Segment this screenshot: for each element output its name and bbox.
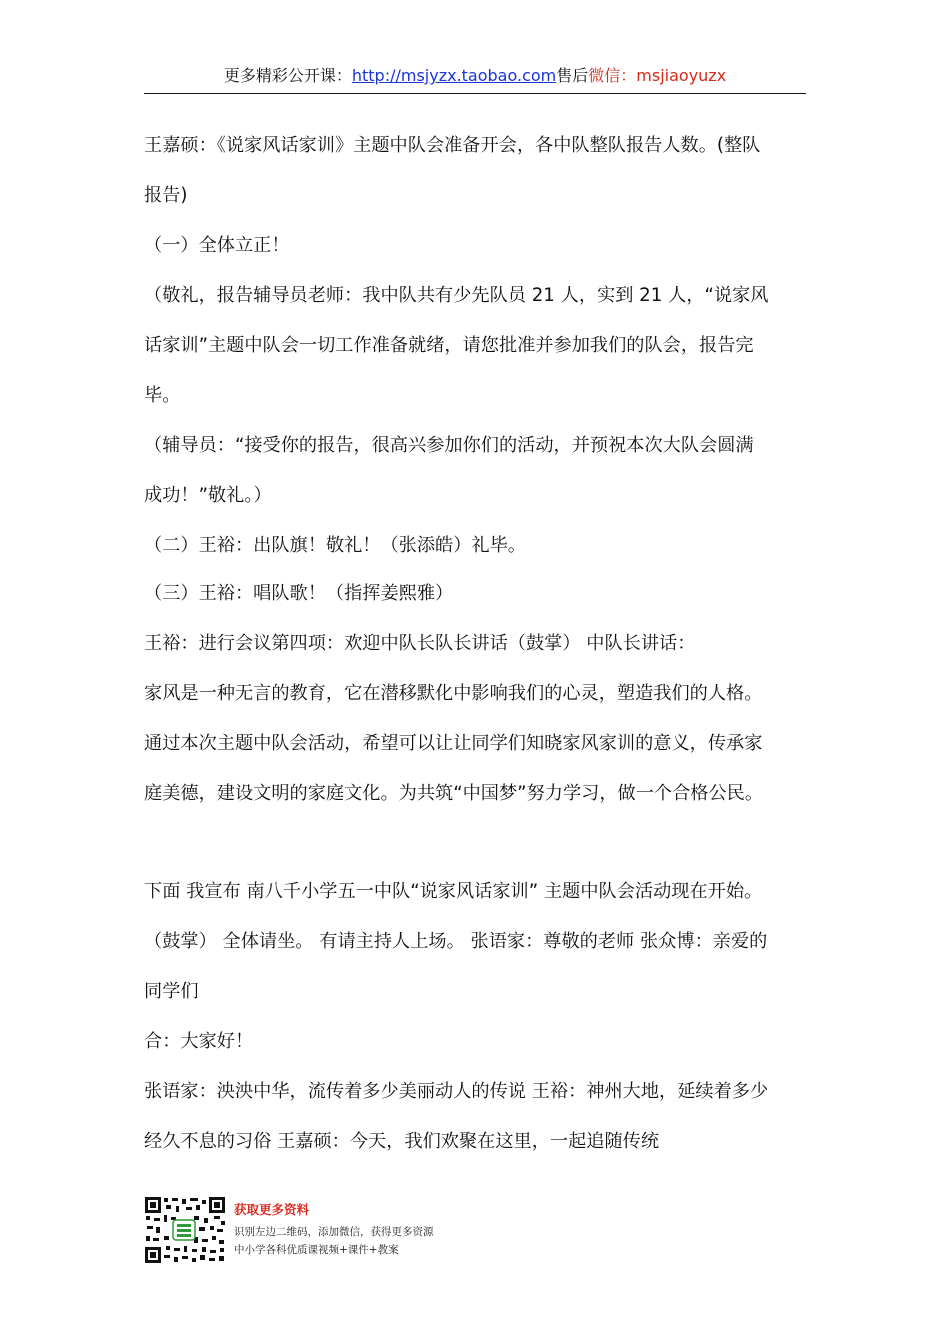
page-header	[144, 64, 806, 88]
body-line: （二）王裕：出队旗！敬礼！（张添皓）礼毕。	[144, 535, 526, 556]
header-divider	[144, 93, 806, 94]
body-line: （辅导员：“接受你的报告，很高兴参加你们的活动，并预祝本次大队会圆满	[144, 435, 754, 456]
header-after-sales: 售后	[556, 66, 589, 85]
body-line: （鼓掌） 全体请坐。 有请主持人上场。 张语家：尊敬的老师 张众博：亲爱的	[144, 931, 768, 952]
body-line: 张语家：泱泱中华，流传着多少美丽动人的传说 王裕：神州大地，延续着多少	[144, 1081, 769, 1102]
body-line: （敬礼，报告辅导员老师：我中队共有少先队员 21 人，实到 21 人，“说家风	[144, 285, 769, 306]
body-line: （三）王裕：唱队歌！（指挥姜熙雅）	[144, 583, 454, 604]
body-line: 经久不息的习俗 王嘉硕：今天，我们欢聚在这里，一起追随传统	[144, 1131, 660, 1152]
header-prefix: 更多精彩公开课：	[223, 66, 352, 85]
taobao-link[interactable]: http://msjyzx.taobao.com	[351, 66, 557, 85]
body-line: 毕。	[144, 385, 181, 406]
body-line: 合：大家好！	[144, 1031, 254, 1052]
promo-title: 获取更多资料	[234, 1202, 310, 1217]
body-line: 报告)	[144, 185, 188, 206]
body-line: 王裕：进行会议第四项：欢迎中队长队长讲话（鼓掌） 中队长讲话：	[144, 633, 696, 654]
qr-code[interactable]	[144, 1196, 226, 1264]
header-wechat-id: msjiaoyuzx	[636, 66, 727, 85]
body-line: 话家训”主题中队会一切工作准备就绪，请您批准并参加我们的队会，报告完	[144, 335, 754, 356]
promo-line: 中小学各科优质课视频+课件+教案	[234, 1244, 399, 1256]
body-line: 同学们	[144, 981, 199, 1002]
header-wechat-label: 微信：	[588, 66, 637, 85]
body-line: 通过本次主题中队会活动，希望可以让让同学们知晓家风家训的意义，传承家	[144, 733, 763, 754]
body-line: （一）全体立正！	[144, 235, 290, 256]
promo-line: 识别左边二维码，添加微信，获得更多资源	[234, 1226, 434, 1238]
body-line: 成功！”敬礼。）	[144, 485, 272, 506]
body-line: 庭美德，建设文明的家庭文化。为共筑“中国梦”努力学习，做一个合格公民。	[144, 783, 764, 804]
body-line: 下面 我宣布 南八千小学五一中队“说家风话家训” 主题中队会活动现在开始。	[144, 881, 763, 902]
body-line: 家风是一种无言的教育，它在潜移默化中影响我们的心灵，塑造我们的人格。	[144, 683, 763, 704]
body-line: 王嘉硕：《说家风话家训》主题中队会准备开会，各中队整队报告人数。(整队	[144, 135, 761, 156]
